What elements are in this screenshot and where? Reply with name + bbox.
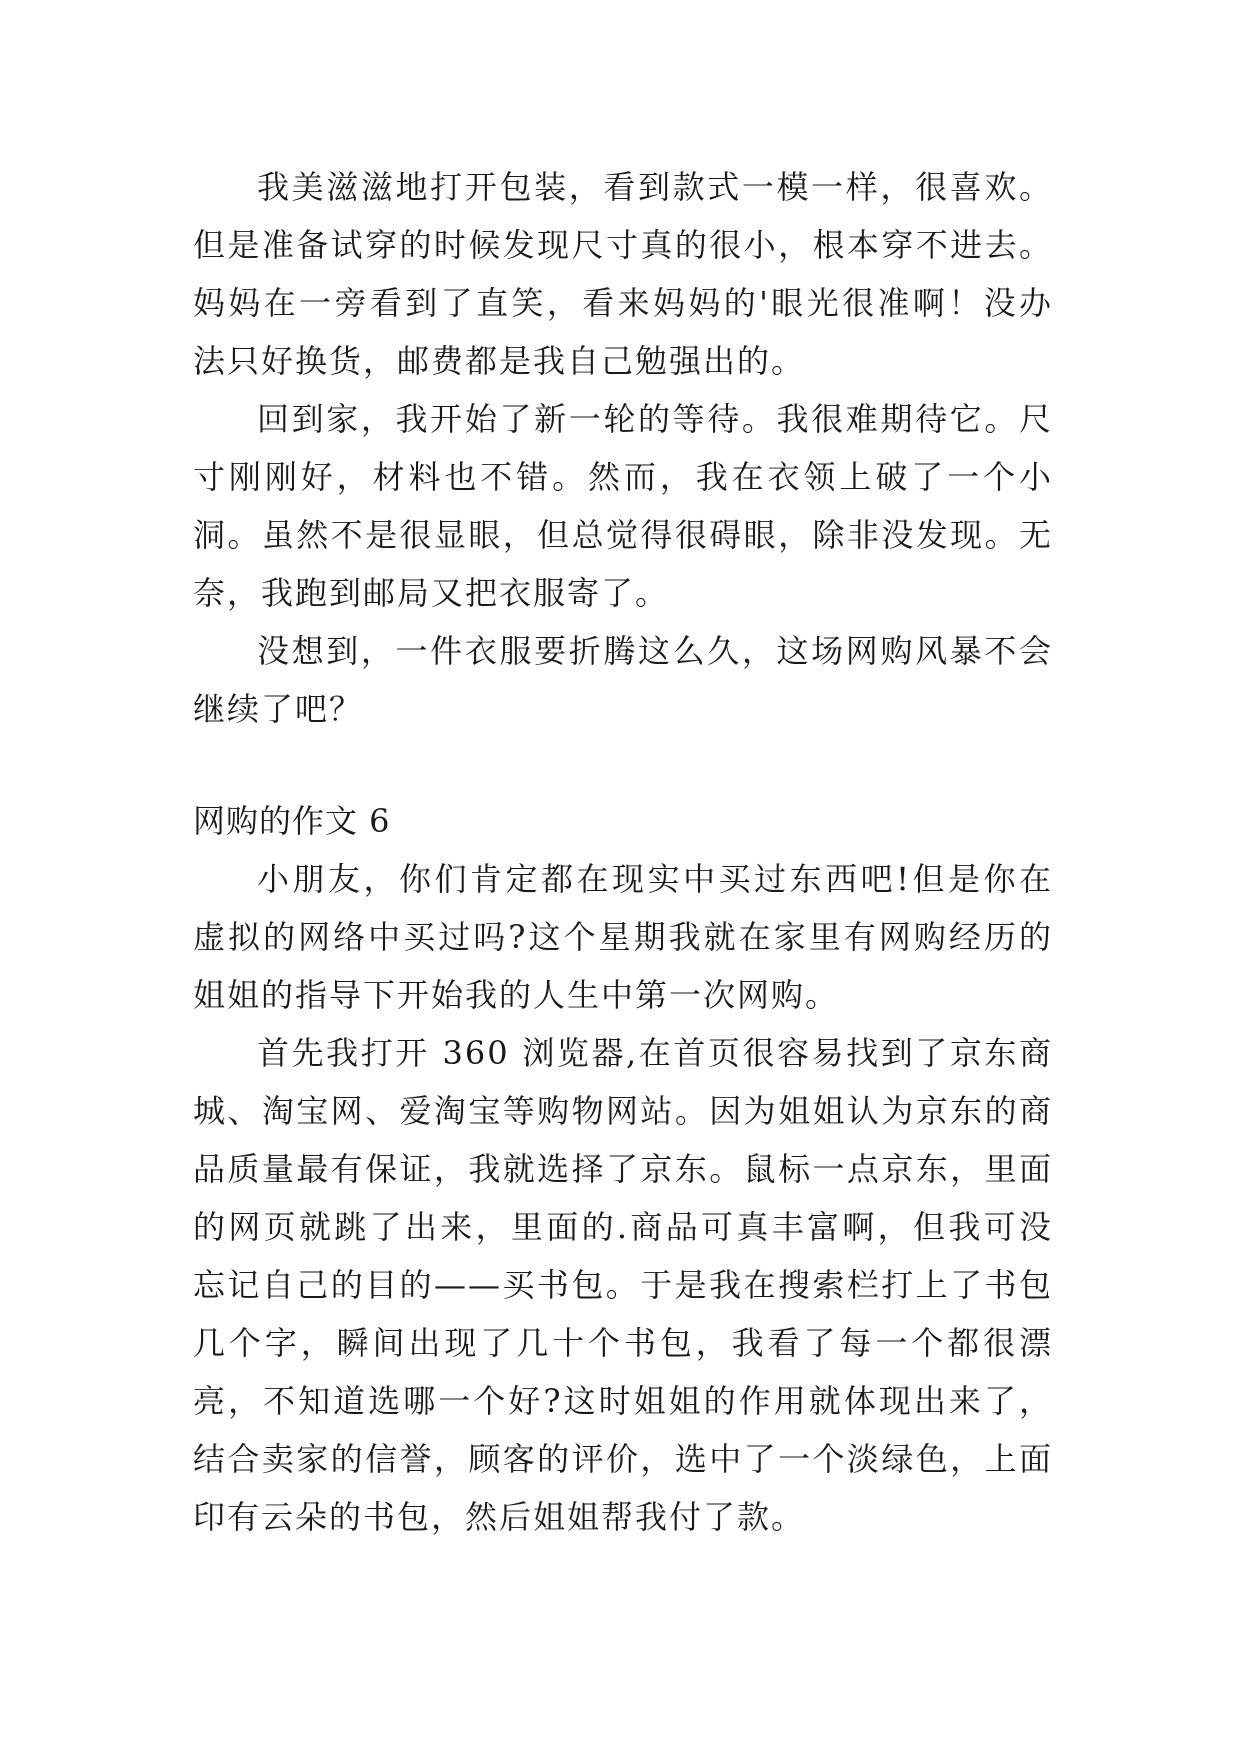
paragraph: 首先我打开 360 浏览器,在首页很容易找到了京东商城、淘宝网、爱淘宝等购物网站。因为姐姐认为京东的商品质量最有保证，我就选择了京东。鼠标一点京东，里面的网页就跳了出来，里面的.商品可真丰富啊，但我可没忘记自己的目的——买书包。于是我在搜索栏打上了书包几个字，瞬间出现了几十个书包，我看了每一个都很漂亮，不知道选哪一个好?这时姐姐的作用就体现出来了，结合卖家的信誉，顾客的评价，选中了一个淡绿色，上面印有云朵的书包，然后姐姐帮我付了款。 bbox=[193, 1034, 1053, 1536]
paragraph: 小朋友，你们肯定都在现实中买过东西吧!但是你在虚拟的网络中买过吗?这个星期我就在家里有网购经历的姐姐的指导下开始我的人生中第一次网购。 bbox=[193, 860, 1053, 1014]
section-title: 网购的作文 6 bbox=[193, 802, 391, 840]
paragraph: 我美滋滋地打开包装，看到款式一模一样，很喜欢。但是准备试穿的时候发现尺寸真的很小，根本穿不进去。妈妈在一旁看到了直笑，看来妈妈的'眼光很准啊！没办法只好换货，邮费都是我自己勉强出的。 bbox=[193, 168, 1053, 380]
paragraph: 回到家，我开始了新一轮的等待。我很难期待它。尺寸刚刚好，材料也不错。然而，我在衣领上破了一个小洞。虽然不是很显眼，但总觉得很碍眼，除非没发现。无奈，我跑到邮局又把衣服寄了。 bbox=[193, 400, 1053, 612]
paragraph: 没想到，一件衣服要折腾这么久，这场网购风暴不会继续了吧？ bbox=[193, 632, 1053, 728]
document-body bbox=[193, 158, 1053, 1546]
